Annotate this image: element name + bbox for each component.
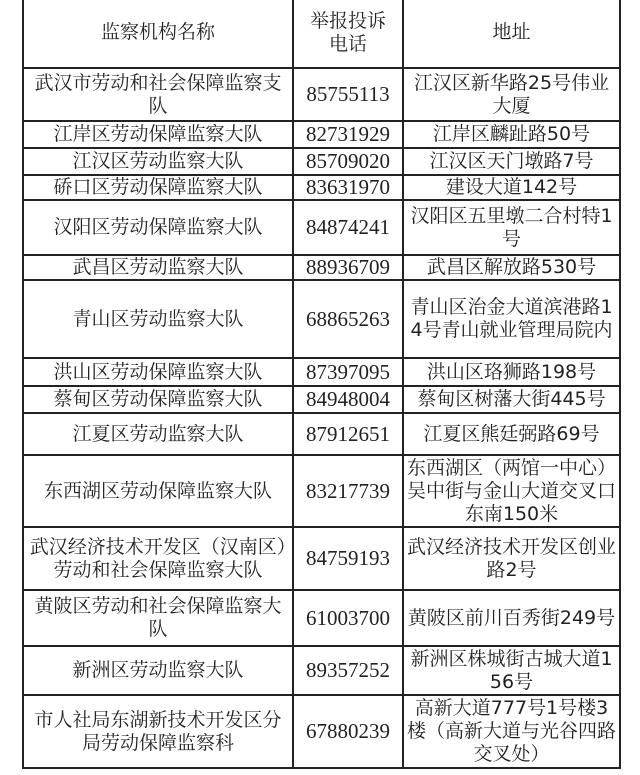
agency-name-cell: 洪山区劳动保障监察大队 (23, 358, 293, 386)
phone-cell: 85755113 (293, 68, 403, 121)
phone-cell: 67880239 (293, 695, 403, 768)
table-row (23, 413, 620, 455)
agency-name-cell: 东西湖区劳动保障监察大队 (23, 455, 293, 527)
address-cell: 蔡甸区树藩大街445号 (403, 386, 620, 413)
table-row (23, 590, 620, 646)
phone-cell: 87912651 (293, 413, 403, 455)
agency-name-cell: 江夏区劳动监察大队 (23, 413, 293, 455)
phone-cell: 83631970 (293, 175, 403, 200)
agency-name-cell: 武昌区劳动监察大队 (23, 255, 293, 280)
agency-name-cell: 江汉区劳动监察大队 (23, 148, 293, 175)
agency-name-cell: 青山区劳动监察大队 (23, 280, 293, 358)
phone-cell: 85709020 (293, 148, 403, 175)
phone-cell: 82731929 (293, 121, 403, 148)
table-row (23, 68, 620, 121)
address-cell: 江汉区新华路25号伟业大厦 (403, 68, 620, 121)
address-cell: 汉阳区五里墩二合村特1号 (403, 200, 620, 255)
agency-name-cell: 新洲区劳动监察大队 (23, 646, 293, 695)
agency-name-cell: 汉阳区劳动保障监察大队 (23, 200, 293, 255)
phone-cell: 88936709 (293, 255, 403, 280)
address-cell: 洪山区珞狮路198号 (403, 358, 620, 386)
address-cell: 江岸区麟趾路50号 (403, 121, 620, 148)
table-row (23, 527, 620, 590)
phone-cell: 83217739 (293, 455, 403, 527)
address-cell: 武汉经济技术开发区创业路2号 (403, 527, 620, 590)
agency-name-cell: 武汉市劳动和社会保障监察支队 (23, 68, 293, 121)
phone-cell: 87397095 (293, 358, 403, 386)
address-cell: 黄陂区前川百秀街249号 (403, 590, 620, 646)
phone-cell: 61003700 (293, 590, 403, 646)
phone-cell: 84759193 (293, 527, 403, 590)
address-cell: 高新大道777号1号楼3楼（高新大道与光谷四路交叉处） (403, 695, 620, 768)
phone-cell: 84874241 (293, 200, 403, 255)
header-row (23, 0, 620, 68)
header-address: 地址 (403, 0, 620, 68)
table-row (23, 121, 620, 148)
table-row (23, 646, 620, 695)
table-row (23, 455, 620, 527)
address-cell: 建设大道142号 (403, 175, 620, 200)
agency-name-cell: 硚口区劳动保障监察大队 (23, 175, 293, 200)
address-cell: 江夏区熊廷弼路69号 (403, 413, 620, 455)
agency-name-cell: 市人社局东湖新技术开发区分局劳动保障监察科 (23, 695, 293, 768)
agency-name-cell: 蔡甸区劳动保障监察大队 (23, 386, 293, 413)
table-row (23, 200, 620, 255)
header-phone: 举报投诉电话 (293, 0, 403, 68)
table-row (23, 280, 620, 358)
labor-inspection-table (22, 0, 621, 769)
phone-cell: 84948004 (293, 386, 403, 413)
phone-cell: 89357252 (293, 646, 403, 695)
phone-cell: 68865263 (293, 280, 403, 358)
table-row (23, 175, 620, 200)
agency-name-cell: 江岸区劳动保障监察大队 (23, 121, 293, 148)
agency-name-cell: 黄陂区劳动和社会保障监察大队 (23, 590, 293, 646)
table-row (23, 386, 620, 413)
table-row (23, 148, 620, 175)
header-agency-name: 监察机构名称 (23, 0, 293, 68)
agency-name-cell: 武汉经济技术开发区（汉南区）劳动和社会保障监察大队 (23, 527, 293, 590)
address-cell: 新洲区株城街古城大道156号 (403, 646, 620, 695)
table-row (23, 695, 620, 768)
table-row (23, 358, 620, 386)
address-cell: 东西湖区（两馆一中心）吴中街与金山大道交叉口东南150米 (403, 455, 620, 527)
address-cell: 江汉区天门墩路7号 (403, 148, 620, 175)
address-cell: 武昌区解放路530号 (403, 255, 620, 280)
address-cell: 青山区治金大道滨港路14号青山就业管理局院内 (403, 280, 620, 358)
table-row (23, 255, 620, 280)
